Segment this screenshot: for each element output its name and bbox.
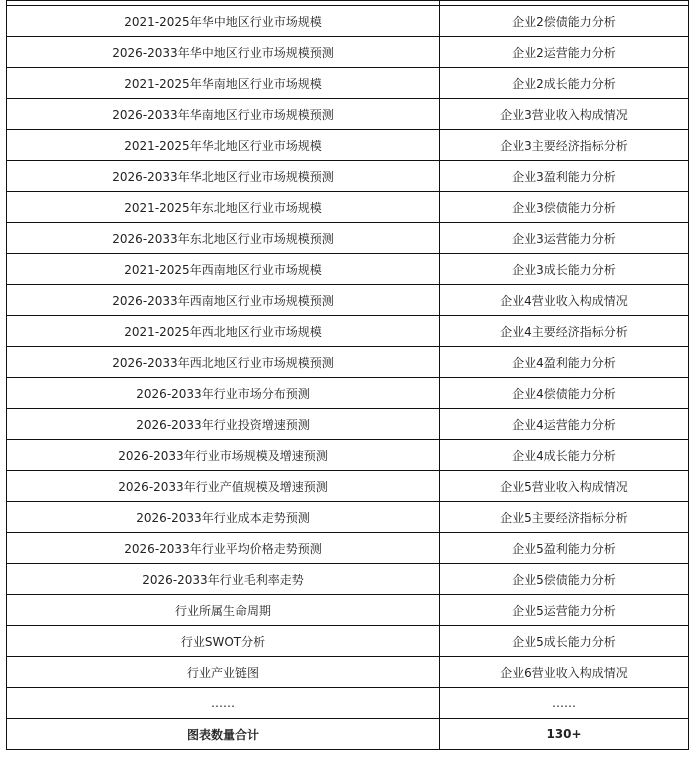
table-cell-left: 2026-2033年东北地区行业市场规模预测 — [7, 223, 440, 254]
table-cell-left: 2021-2025年华中地区行业市场规模 — [7, 6, 440, 37]
table-row — [7, 68, 689, 99]
table-row — [7, 347, 689, 378]
table-cell-right: 企业3主要经济指标分析 — [440, 130, 689, 161]
table-row — [7, 564, 689, 595]
table-row — [7, 657, 689, 688]
table-row — [7, 161, 689, 192]
table-cell-left: 2021-2025年华北地区行业市场规模 — [7, 130, 440, 161]
table-cell-left: 2026-2033年行业毛利率走势 — [7, 564, 440, 595]
table-body — [7, 1, 689, 750]
table-cell-right: 企业2成长能力分析 — [440, 68, 689, 99]
table-row-ellipsis — [7, 688, 689, 719]
table-cell-left: 2026-2033年华中地区行业市场规模预测 — [7, 37, 440, 68]
table-cell-right: 企业3运营能力分析 — [440, 223, 689, 254]
table-cell-right: 企业4成长能力分析 — [440, 440, 689, 471]
table-cell-right: 企业5盈利能力分析 — [440, 533, 689, 564]
table-cell-right: 企业5主要经济指标分析 — [440, 502, 689, 533]
table-cell-right: 企业3营业收入构成情况 — [440, 99, 689, 130]
table-row — [7, 37, 689, 68]
table-cell-right: 企业4主要经济指标分析 — [440, 316, 689, 347]
table-row — [7, 192, 689, 223]
table-row — [7, 254, 689, 285]
table-cell-right: 企业6营业收入构成情况 — [440, 657, 689, 688]
table-row — [7, 409, 689, 440]
table-cell-left: …… — [7, 688, 440, 719]
table-cell-right: 企业2运营能力分析 — [440, 37, 689, 68]
table-cell-left: 2026-2033年华北地区行业市场规模预测 — [7, 161, 440, 192]
table-row — [7, 440, 689, 471]
table-cell-right: 企业4运营能力分析 — [440, 409, 689, 440]
table-cell-right: 企业5运营能力分析 — [440, 595, 689, 626]
table-row — [7, 130, 689, 161]
table-cell-left: 2026-2033年华南地区行业市场规模预测 — [7, 99, 440, 130]
table-cell-left: 2026-2033年行业市场分布预测 — [7, 378, 440, 409]
table-cell-left: 2026-2033年行业平均价格走势预测 — [7, 533, 440, 564]
table-cell-right: 企业4偿债能力分析 — [440, 378, 689, 409]
table-row — [7, 316, 689, 347]
chart-list-table — [6, 0, 689, 750]
table-cell-right: …… — [440, 688, 689, 719]
table-cell-left: 2021-2025年东北地区行业市场规模 — [7, 192, 440, 223]
table-cell-left: 2026-2033年行业投资增速预测 — [7, 409, 440, 440]
table-cell-right: 企业3成长能力分析 — [440, 254, 689, 285]
table-cell-right: 企业5偿债能力分析 — [440, 564, 689, 595]
table-cell-left: 2021-2025年华南地区行业市场规模 — [7, 68, 440, 99]
table-row — [7, 626, 689, 657]
table-cell-right: 企业5营业收入构成情况 — [440, 471, 689, 502]
table-row — [7, 502, 689, 533]
chart-list-table-container — [6, 0, 688, 750]
table-cell-right: 企业5成长能力分析 — [440, 626, 689, 657]
table-cell-left: 行业SWOT分析 — [7, 626, 440, 657]
table-row — [7, 6, 689, 37]
table-cell-right: 企业2偿债能力分析 — [440, 6, 689, 37]
table-row — [7, 471, 689, 502]
table-row — [7, 533, 689, 564]
table-cell-left: 行业产业链图 — [7, 657, 440, 688]
table-cell-left: 2021-2025年西北地区行业市场规模 — [7, 316, 440, 347]
table-row — [7, 223, 689, 254]
total-label: 图表数量合计 — [7, 719, 440, 750]
table-cell-left: 2026-2033年行业市场规模及增速预测 — [7, 440, 440, 471]
table-row-total — [7, 719, 689, 750]
table-cell-left: 2026-2033年行业成本走势预测 — [7, 502, 440, 533]
table-cell-right: 企业3盈利能力分析 — [440, 161, 689, 192]
table-cell-left: 2026-2033年西北地区行业市场规模预测 — [7, 347, 440, 378]
table-cell-right: 企业3偿债能力分析 — [440, 192, 689, 223]
table-cell-left: 2026-2033年西南地区行业市场规模预测 — [7, 285, 440, 316]
table-row — [7, 285, 689, 316]
table-cell-right: 企业4营业收入构成情况 — [440, 285, 689, 316]
total-value: 130+ — [440, 719, 689, 750]
table-cell-right: 企业4盈利能力分析 — [440, 347, 689, 378]
table-cell-left: 2026-2033年行业产值规模及增速预测 — [7, 471, 440, 502]
table-cell-left: 2021-2025年西南地区行业市场规模 — [7, 254, 440, 285]
table-row — [7, 99, 689, 130]
table-row — [7, 378, 689, 409]
table-row — [7, 595, 689, 626]
table-cell-left: 行业所属生命周期 — [7, 595, 440, 626]
